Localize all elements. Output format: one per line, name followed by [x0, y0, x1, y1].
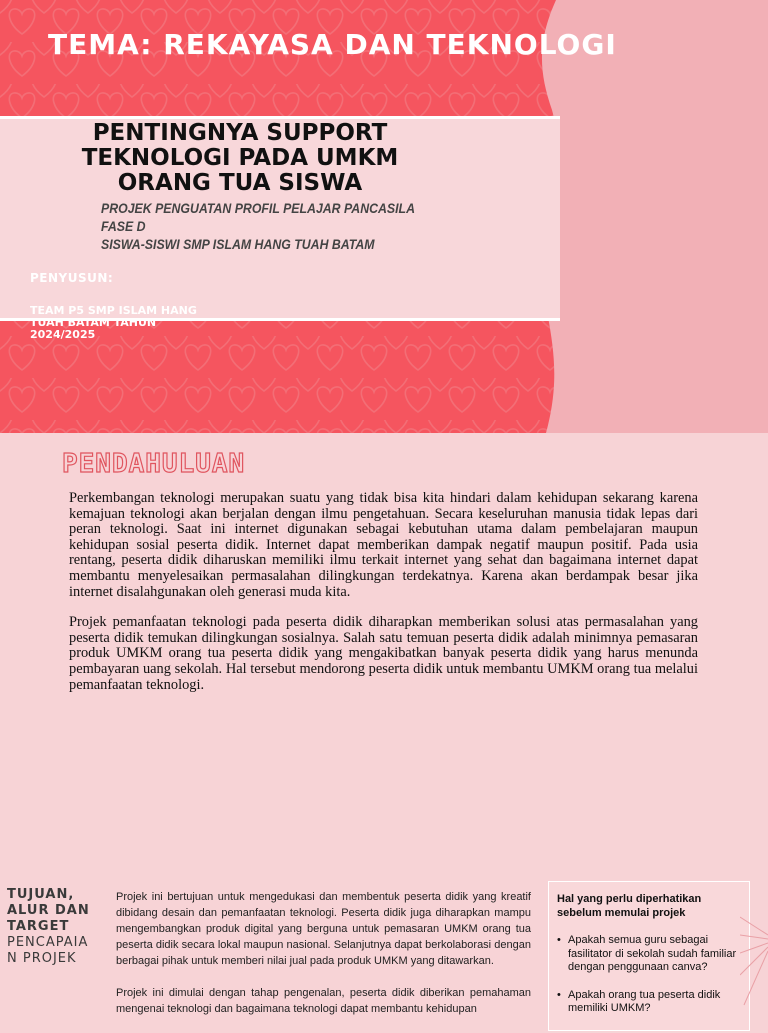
- goals-heading-line: TUJUAN,: [7, 887, 75, 902]
- notes-item: • Apakah orang tua peserta didik memiliki UMKM?: [557, 989, 741, 1016]
- intro-paragraph: Projek pemanfaatan teknologi pada peserta didik diharapkan memberikan solusi atas permasalahan yang peserta didik temukan dilingkungan sosialnya. Salah satu temuan peserta didik adalah minimnya pemasaran produk UMKM orang tua peserta didik yang mengakibatkan banyak peserta didik yang harus menunda pembayaran uang sekolah. Hal tersebut mendorong peserta didik untuk membantu UMKM orang tua melalui pemanfaatan teknologi.: [69, 614, 698, 693]
- cover-slide: [0, 0, 768, 433]
- intro-heading: PENDAHULUAN: [62, 449, 246, 479]
- subtitle: [101, 199, 415, 253]
- main-title-line: TEKNOLOGI PADA UMKM: [81, 145, 399, 171]
- author-label: PENYUSUN:: [30, 271, 114, 285]
- intro-paragraph: Perkembangan teknologi merupakan suatu yang tidak bisa kita hindari dalam kehidupan sekarang karena kemajuan teknologi akan berjalan dengan ilmu pengetahuan. Secara keseluruhan manusia tidak lepas dari peran teknologi. Saat ini internet digunakan sebagai kebutuhan utama dalam pembelajaran maupun kehidupan sosial peserta didik. Internet dapat memberikan dampak negatif maupun positif. Pada usia rentang, peserta didik diharuskan memiliki ilmu terkait internet yang sehat dan bagaimana internet dapat membantu menyelesaikan permasalahan dilingkungan terdekatnya. Karena akan berdampak besar jika internet disalahgunakan oleh generasi muda kita.: [69, 490, 698, 600]
- decorative-side-panel: [556, 0, 768, 433]
- notes-list: [557, 934, 741, 1016]
- subtitle-line: PROJEK PENGUATAN PROFIL PELAJAR PANCASILA: [101, 200, 415, 216]
- decorative-lines: [740, 905, 768, 1024]
- goals-body: [116, 889, 531, 1033]
- goals-heading-line: PENCAPAIA: [7, 935, 89, 950]
- theme-title: TEMA: REKAYASA DAN TEKNOLOGI: [48, 28, 617, 61]
- subtitle-line: FASE D: [101, 218, 146, 234]
- main-title-line: PENTINGNYA SUPPORT: [92, 120, 388, 146]
- goals-heading: [7, 887, 97, 967]
- goals-paragraph: Projek ini dimulai dengan tahap pengenalan, peserta didik diberikan pemahaman mengenai teknologi dan bagaimana teknologi dapat membantu kehidupan: [116, 987, 531, 1015]
- intro-body: [69, 491, 698, 708]
- author-names: TEAM P5 SMP ISLAM HANG TUAH BATAM TAHUN 2024/2025: [30, 304, 197, 341]
- goals-paragraph: Projek ini bertujuan untuk mengedukasi dan membentuk peserta didik yang kreatif dibidang desain dan pemanfaatan teknologi. Peserta didik juga diharapkan mampu mengembangkan produk digital yang berguna untuk pemasaran UMKM orang tua peserta didik secara lokal maupun nasional. Selanjutnya dapat berkolaborasi dengan berbagai pihak untuk memberi nilai jual pada produk UMKM yang ditawarkan.: [116, 891, 531, 967]
- goals-heading-line: N PROJEK: [7, 951, 77, 966]
- subtitle-line: SISWA-SISWI SMP ISLAM HANG TUAH BATAM: [101, 236, 375, 252]
- notes-card: [548, 881, 750, 1031]
- notes-item: • Apakah semua guru sebagai fasilitator di sekolah sudah familiar dengan penggunaan canva?: [557, 934, 741, 975]
- goals-heading-line: ALUR DAN: [7, 903, 90, 918]
- goals-heading-line: TARGET: [7, 919, 70, 934]
- notes-title: Hal yang perlu diperhatikan sebelum memulai projek: [557, 893, 702, 919]
- main-title-line: ORANG TUA SISWA: [117, 170, 363, 196]
- main-title: [40, 121, 440, 196]
